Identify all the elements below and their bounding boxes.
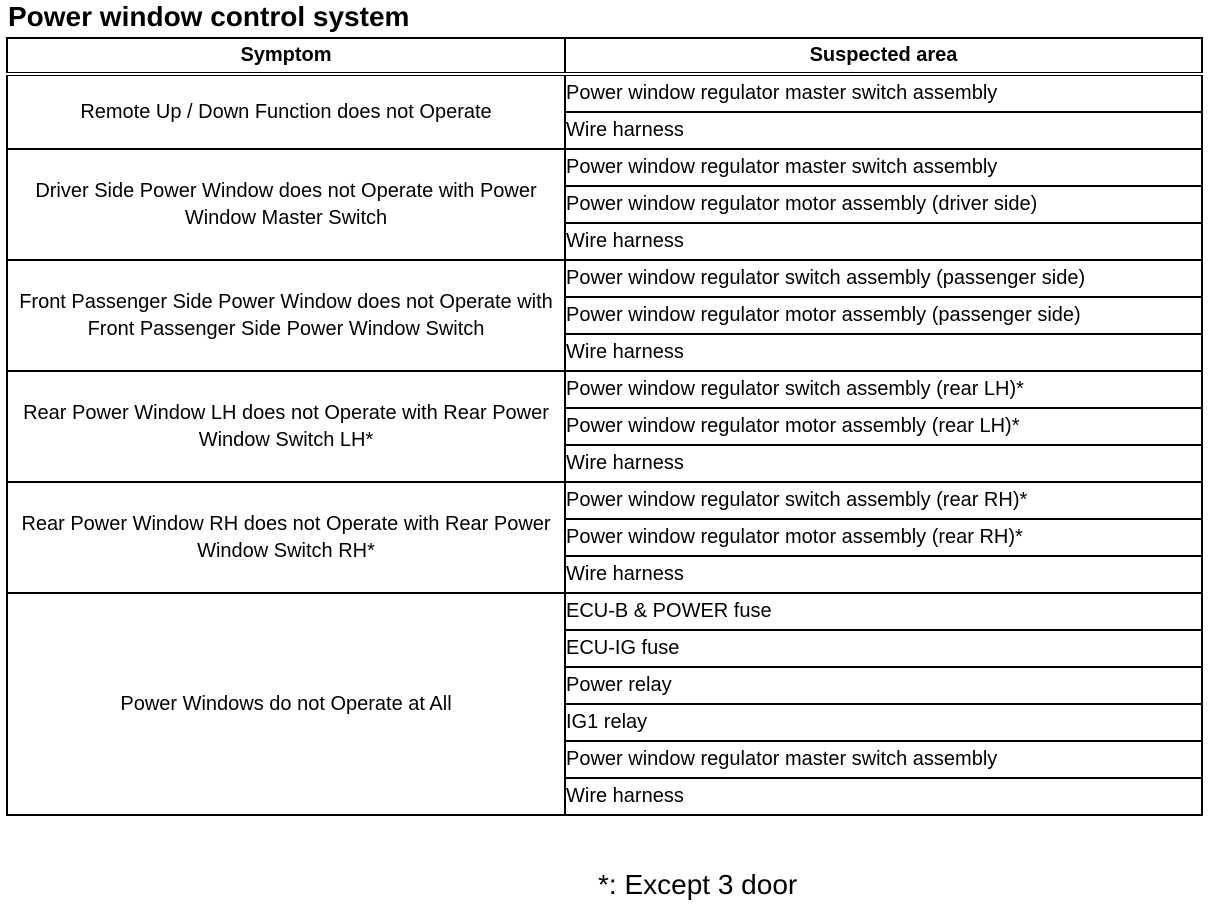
table-header-row — [7, 38, 1202, 74]
table-row — [7, 74, 1202, 112]
suspected-area-cell: Wire harness — [565, 334, 1202, 371]
suspected-area-cell: Power window regulator switch assembly (rear RH)* — [565, 482, 1202, 519]
table-row — [7, 593, 1202, 630]
table-row — [7, 482, 1202, 519]
footnote: *: Except 3 door — [598, 869, 798, 900]
suspected-area-cell: Power window regulator motor assembly (rear RH)* — [565, 519, 1202, 556]
suspected-area-header: Suspected area — [565, 38, 1202, 74]
suspected-area-cell: Power window regulator switch assembly (passenger side) — [565, 260, 1202, 297]
table-row — [7, 149, 1202, 186]
suspected-area-cell: Wire harness — [565, 223, 1202, 260]
suspected-area-cell: Wire harness — [565, 556, 1202, 593]
suspected-area-cell: Power window regulator master switch assembly — [565, 74, 1202, 112]
symptom-header: Symptom — [7, 38, 565, 74]
symptom-cell: Rear Power Window LH does not Operate with Rear Power Window Switch LH* — [7, 371, 565, 482]
symptom-cell: Power Windows do not Operate at All — [7, 593, 565, 815]
suspected-area-cell: IG1 relay — [565, 704, 1202, 741]
suspected-area-cell: Power window regulator master switch assembly — [565, 149, 1202, 186]
table-row — [7, 260, 1202, 297]
table-row — [7, 371, 1202, 408]
suspected-area-cell: Wire harness — [565, 778, 1202, 815]
suspected-area-cell: Power window regulator motor assembly (driver side) — [565, 186, 1202, 223]
suspected-area-cell: Power window regulator switch assembly (rear LH)* — [565, 371, 1202, 408]
suspected-area-cell: ECU-B & POWER fuse — [565, 593, 1202, 630]
suspected-area-cell: Power window regulator master switch assembly — [565, 741, 1202, 778]
suspected-area-cell: Power relay — [565, 667, 1202, 704]
symptom-cell: Remote Up / Down Function does not Operate — [7, 74, 565, 149]
suspected-area-cell: Wire harness — [565, 112, 1202, 149]
suspected-area-cell: ECU-IG fuse — [565, 630, 1202, 667]
symptom-table — [6, 37, 1203, 816]
symptom-cell: Driver Side Power Window does not Operate with Power Window Master Switch — [7, 149, 565, 260]
suspected-area-cell: Power window regulator motor assembly (rear LH)* — [565, 408, 1202, 445]
suspected-area-cell: Power window regulator motor assembly (passenger side) — [565, 297, 1202, 334]
symptom-cell: Front Passenger Side Power Window does not Operate with Front Passenger Side Power Window Switch — [7, 260, 565, 371]
page-title: Power window control system — [8, 1, 410, 32]
suspected-area-cell: Wire harness — [565, 445, 1202, 482]
symptom-cell: Rear Power Window RH does not Operate with Rear Power Window Switch RH* — [7, 482, 565, 593]
